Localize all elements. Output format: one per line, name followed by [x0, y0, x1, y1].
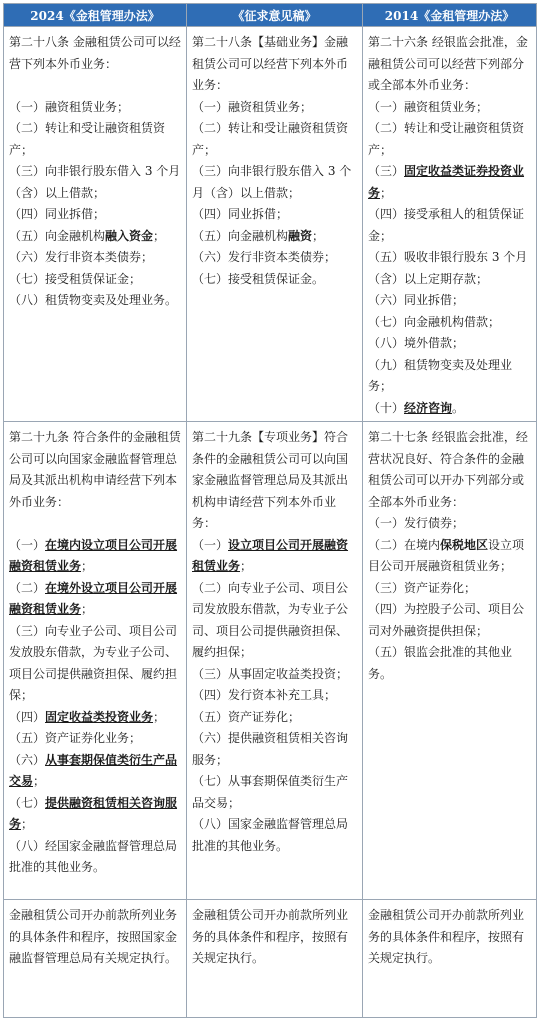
underlined-text: 在境内设立项目公司开展融资租赁业务	[9, 537, 178, 573]
underlined-text: 在境外设立项目公司开展融资租赁业务	[9, 580, 178, 616]
list-item: （四）为控股子公司、项目公司对外融资提供担保；	[368, 602, 525, 638]
list-item: （八）国家金融监督管理总局批准的其他业务。	[192, 817, 349, 853]
article-intro: 第二十六条 经银监会批准，金融租赁公司可以经营下列部分或全部本外币业务：	[368, 35, 528, 92]
article-intro: 第二十九条 符合条件的金融租赁公司可以向国家金融监督管理总局及其派出机构申请经营下列本外币业务：	[9, 430, 181, 509]
list-item: （六）提供融资租赁相关咨询服务；	[192, 731, 349, 767]
header-draft: 《征求意见稿》	[187, 4, 363, 27]
underlined-text: 提供融资租赁相关咨询服务	[9, 795, 178, 831]
list-item: （七）提供融资租赁相关咨询服务；	[9, 795, 178, 831]
list-item: （四）同业拆借；	[192, 207, 289, 221]
list-item: （二）向专业子公司、项目公司发放股东借款，为专业子公司、项目公司提供融资担保、履约担保；	[192, 580, 349, 659]
list-item: （三）向专业子公司、项目公司发放股东借款，为专业子公司、项目公司提供融资担保、履约担保；	[9, 623, 178, 702]
list-item: （二）在境外设立项目公司开展融资租赁业务；	[9, 580, 178, 616]
list-item: （五）银监会批准的其他业务。	[368, 645, 513, 681]
list-item: （六）从事套期保值类衍生产品交易；	[9, 752, 178, 788]
highlight-text: 融资	[288, 228, 313, 243]
list-item: （一）融资租赁业务；	[192, 99, 313, 114]
cell-draft-article-29	[187, 422, 363, 900]
closing-text: 金融租赁公司开办前款所列业务的具体条件和程序，按照有关规定执行。	[368, 908, 525, 965]
underlined-text: 从事套期保值类衍生产品交易	[9, 752, 178, 788]
underlined-text: 设立项目公司开展融资租赁业务	[192, 537, 349, 573]
list-item: （三）向非银行股东借入 3 个月（含）以上借款；	[192, 164, 352, 200]
row-special-business	[4, 422, 537, 900]
list-item: （九）租赁物变卖及处理业务；	[368, 357, 513, 393]
header-2014: 2014《金租管理办法》	[363, 4, 537, 27]
row-basic-business	[4, 27, 537, 422]
list-item: （五）向金融机构融入资金；	[9, 228, 166, 243]
list-item: （四）同业拆借；	[9, 207, 106, 221]
list-item: （二）转让和受让融资租赁资产；	[192, 121, 349, 157]
cell-draft-article-28	[187, 27, 363, 422]
list-item: （五）向金融机构融资；	[192, 228, 325, 243]
list-item: （一）融资租赁业务；	[368, 99, 489, 114]
list-item: （三）从事固定收益类投资；	[192, 666, 349, 681]
list-item: （八）境外借款；	[368, 336, 465, 350]
highlight-text: 保税地区	[440, 537, 489, 552]
cell-2014-article-27	[363, 422, 537, 900]
cell-2024-article-28	[4, 27, 187, 422]
article-intro: 第二十八条【基础业务】金融租赁公司可以经营下列本外币业务：	[192, 35, 349, 92]
header-row	[4, 4, 537, 27]
list-item: （二）在境内保税地区设立项目公司开展融资租赁业务；	[368, 537, 525, 573]
underlined-text: 固定收益类证券投资业务	[368, 164, 525, 200]
list-item: （三）固定收益类证券投资业务；	[368, 164, 525, 200]
list-item: （二）转让和受让融资租赁资产；	[9, 121, 166, 157]
underlined-text: 经济咨询	[404, 400, 453, 415]
list-item: （七）向金融机构借款；	[368, 314, 501, 329]
cell-2024-article-29	[4, 422, 187, 900]
list-item: （六）同业拆借；	[368, 293, 465, 307]
list-item: （十）经济咨询。	[368, 400, 465, 415]
list-item: （七）从事套期保值类衍生产品交易；	[192, 774, 349, 810]
list-item: （一）发行债券；	[368, 516, 465, 530]
highlight-text: 融入资金	[105, 228, 154, 243]
list-item: （二）转让和受让融资租赁资产；	[368, 121, 525, 157]
closing-text: 金融租赁公司开办前款所列业务的具体条件和程序，按照有关规定执行。	[192, 908, 349, 965]
list-item: （六）发行非资本类债券；	[9, 250, 154, 264]
article-intro: 第二十九条【专项业务】符合条件的金融租赁公司可以向国家金融监督管理总局及其派出机构申请经营下列本外币业务：	[192, 430, 349, 530]
list-item: （五）吸收非银行股东 3 个月（含）以上定期存款；	[368, 250, 528, 286]
list-item: （四）发行资本补充工具；	[192, 688, 337, 702]
list-item: （五）资产证券化；	[192, 709, 301, 724]
list-item: （七）接受租赁保证金。	[192, 271, 325, 286]
underlined-text: 固定收益类投资业务	[45, 709, 154, 724]
list-item: （一）设立项目公司开展融资租赁业务；	[192, 537, 349, 573]
list-item: （一）在境内设立项目公司开展融资租赁业务；	[9, 537, 178, 573]
cell-2014-article-26	[363, 27, 537, 422]
list-item: （一）融资租赁业务；	[9, 99, 130, 114]
article-intro: 第二十七条 经银监会批准，经营状况良好、符合条件的金融租赁公司可以开办下列部分或全部本外币业务：	[368, 430, 528, 509]
list-item: （八）经国家金融监督管理总局批准的其他业务。	[9, 838, 178, 874]
list-item: （三）向非银行股东借入 3 个月（含）以上借款；	[9, 164, 181, 200]
list-item: （八）租赁物变卖及处理业务。	[9, 293, 178, 307]
list-item: （四）固定收益类投资业务；	[9, 709, 166, 724]
list-item: （六）发行非资本类债券；	[192, 250, 337, 264]
article-intro: 第二十八条 金融租赁公司可以经营下列本外币业务：	[9, 35, 181, 71]
header-2024: 2024《金租管理办法》	[4, 4, 187, 27]
list-item: （五）资产证券化业务；	[9, 731, 142, 745]
list-item: （七）接受租赁保证金；	[9, 271, 142, 286]
list-item: （三）资产证券化；	[368, 580, 477, 595]
comparison-table	[3, 3, 537, 1018]
list-item: （四）接受承租人的租赁保证金；	[368, 207, 525, 243]
closing-text: 金融租赁公司开办前款所列业务的具体条件和程序，按照国家金融监督管理总局有关规定执行。	[9, 908, 178, 965]
